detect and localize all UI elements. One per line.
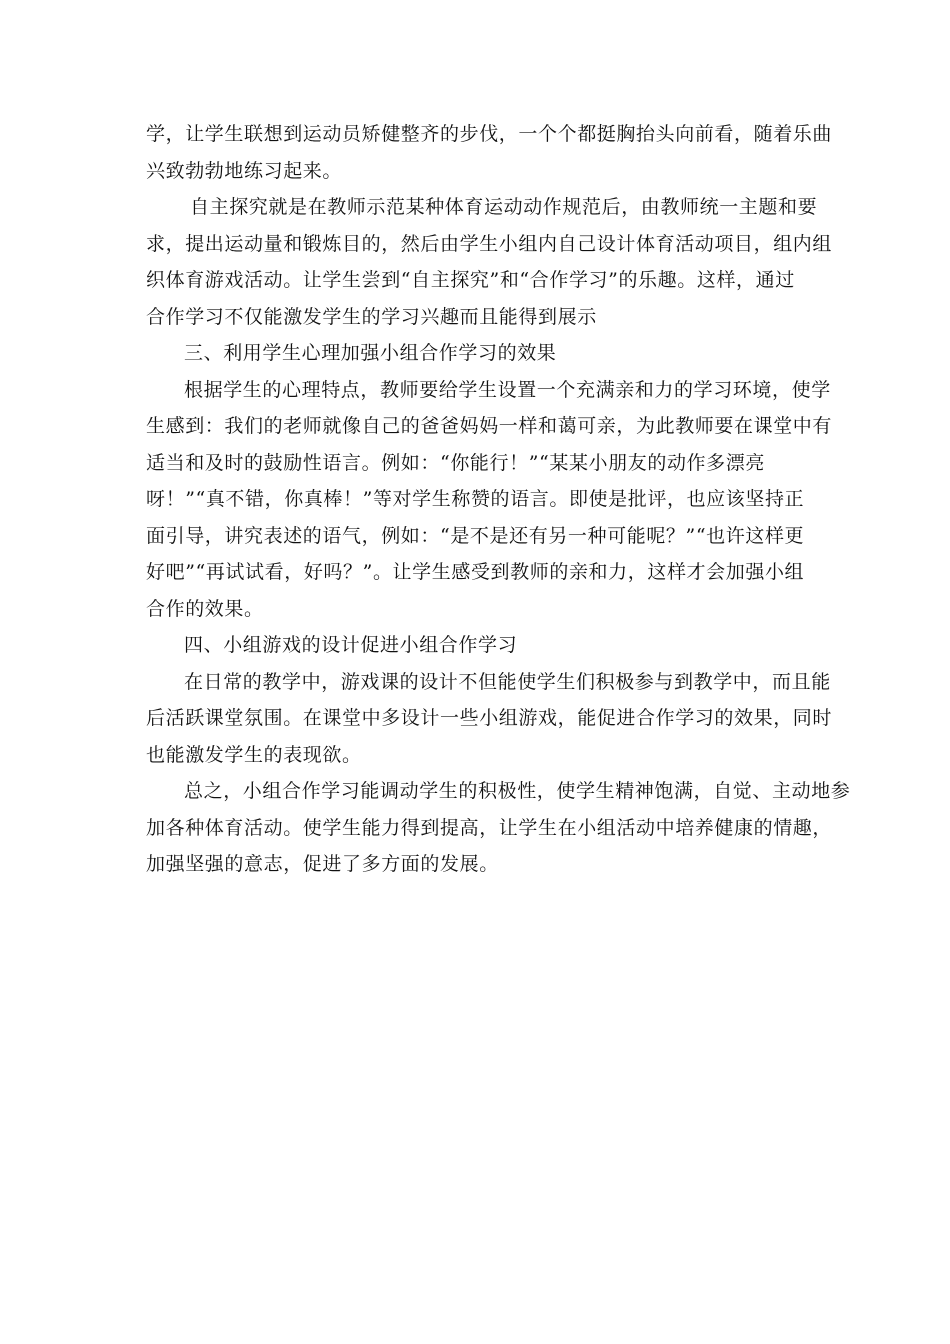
section-heading: [146, 335, 810, 372]
text-line: 适当和及时的鼓励性语言。例如：“你能行！”“某某小朋友的动作多漂亮: [146, 451, 765, 474]
text-line: 生感到：我们的老师就像自己的爸爸妈妈一样和蔼可亲，为此教师要在课堂中有: [146, 415, 833, 437]
section-heading: [146, 627, 810, 664]
text-line: 合作的效果。: [146, 597, 264, 620]
text-line: 也能激发学生的表现欲。: [146, 743, 362, 766]
text-line: 在日常的教学中，游戏课的设计不但能使学生们积极参与到教学中，而且能: [184, 670, 831, 693]
text-line: 加强坚强的意志，促进了多方面的发展。: [146, 853, 499, 875]
text-line: 学，让学生联想到运动员矫健整齐的步伐，一个个都挺胸抬头向前看，随着乐曲: [146, 123, 833, 145]
text-line: 加各种体育活动。使学生能力得到提高，让学生在小组活动中培养健康的情趣，: [146, 816, 833, 839]
paragraph: [146, 189, 833, 335]
text-line: 织体育游戏活动。让学生尝到“自主探究”和“合作学习”的乐趣。这样，通过: [146, 269, 795, 291]
text-line: 求，提出运动量和锻炼目的，然后由学生小组内自己设计体育活动项目，组内组: [146, 232, 833, 255]
text-line: 面引导，讲究表述的语气，例如：“是不是还有另一种可能呢？”“也许这样更: [146, 524, 805, 547]
text-line: 合作学习不仅能激发学生的学习兴趣而且能得到展示: [146, 305, 597, 328]
paragraph: [146, 773, 851, 883]
text-line: 后活跃课堂氛围。在课堂中多设计一些小组游戏，能促进合作学习的效果，同时: [146, 707, 833, 729]
paragraph: [146, 664, 833, 774]
text-line: 好吧”“再试试看，好吗？”。让学生感受到教师的亲和力，这样才会加强小组: [146, 561, 805, 583]
text-line: 兴致勃勃地练习起来。: [146, 159, 343, 182]
document-body: [146, 116, 851, 883]
text-line: 根据学生的心理特点，教师要给学生设置一个充满亲和力的学习环境，使学: [184, 378, 831, 401]
text-line: 总之，小组合作学习能调动学生的积极性，使学生精神饱满，自觉、主动地参: [184, 780, 851, 802]
text-line: 自主探究就是在教师示范某种体育运动动作规范后，由教师统一主题和要: [190, 196, 818, 218]
text-line: 呀！”“真不错，你真棒！”等对学生称赞的语言。即使是批评，也应该坚持正: [146, 488, 805, 510]
heading-text: 四、小组游戏的设计促进小组合作学习: [184, 634, 518, 656]
heading-text: 三、利用学生心理加强小组合作学习的效果: [184, 342, 557, 364]
paragraph: [146, 372, 833, 628]
paragraph: [146, 116, 833, 189]
